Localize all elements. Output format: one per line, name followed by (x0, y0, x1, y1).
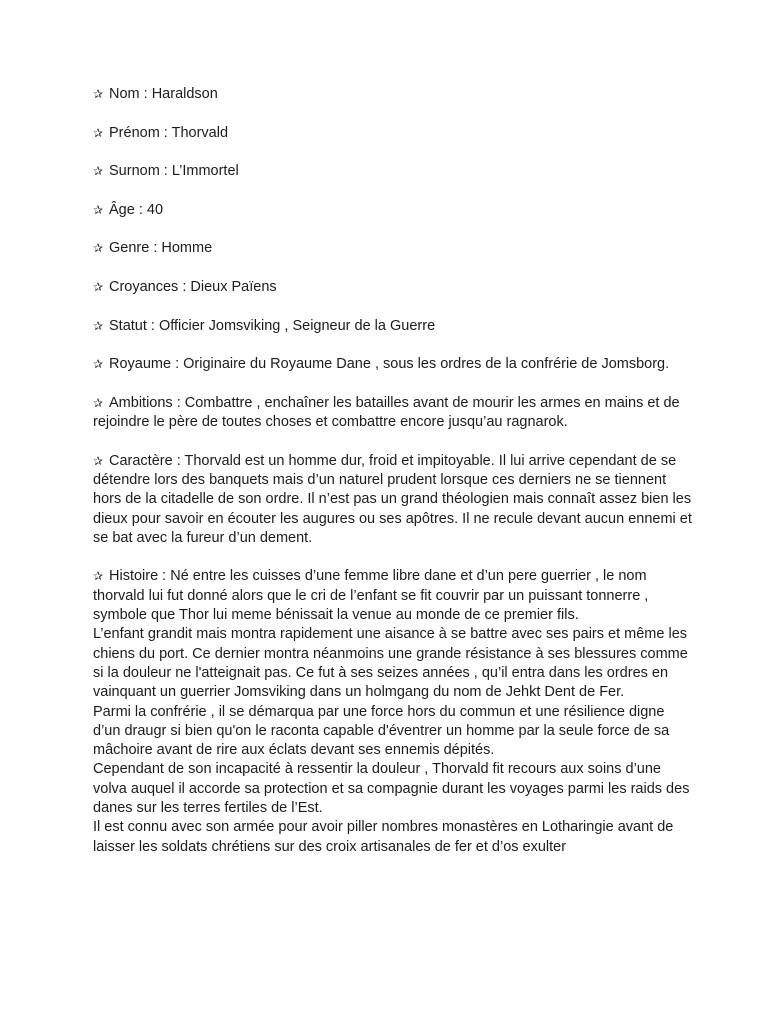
field-surnom-text: Surnom : L’Immortel (109, 163, 239, 180)
field-prenom-text: Prénom : Thorvald (109, 124, 229, 141)
field-genre-text: Genre : Homme (109, 240, 213, 257)
document-page (93, 85, 693, 857)
star-icon: ✰ (93, 125, 104, 140)
histoire-intro (93, 567, 693, 625)
field-royaume-text: Royaume : Originaire du Royaume Dane , sous les ordres de la confrérie de Jomsborg. (109, 356, 670, 373)
field-statut-text: Statut : Officier Jomsviking , Seigneur de la Guerre (109, 317, 436, 334)
histoire-paragraph-2: Parmi la confrérie , il se démarqua par une force hors du commun et une résilience digne d’un draugr si bien qu'on le raconta capable d'éventrer un homme par la seule force de sa mâchoire avant de rire aux éclats devant ses ennemis dépités. (93, 703, 670, 759)
star-icon: ✰ (93, 453, 104, 468)
field-caractere-text: Caractère : Thorvald est un homme dur, froid et impitoyable. Il lui arrive cependant de se détendre lors des banquets mais d’un naturel prudent lorsque ces derniers ne se tiennent hors de la citadelle de son ordre. Il n’est pas un grand théologien mais connaît assez bien les dieux pour savoir en écouter les augures ou ses apôtres. Il ne recule devant aucun ennemi et se bat avec la fureur d’un dement. (93, 452, 692, 546)
star-icon: ✰ (93, 87, 104, 101)
field-nom (93, 85, 693, 104)
star-icon: ✰ (93, 279, 104, 294)
field-prenom (93, 124, 693, 143)
star-icon: ✰ (93, 569, 104, 584)
star-icon: ✰ (93, 395, 104, 410)
histoire-paragraph-1: L’enfant grandit mais montra rapidement une aisance à se battre avec ses pairs et même les chiens du port. Ce dernier montra néanmoins une grande résistance à ses blessures comme si la douleur ne l'atteignait pas. Ce fut à ses seizes années , qu’il entra dans les ordres en vainquant un guerrier Jomsviking dans un holmgang du nom de Jehkt Dent de Fer. (93, 626, 688, 701)
field-croyances (93, 278, 693, 297)
field-ambitions (93, 394, 693, 433)
histoire-intro-text: Histoire : Né entre les cuisses d’une femme libre dane et d’un pere guerrier , le nom thorvald lui fut donné alors que le cri de l’enfant se fit couvrir par un puissant tonnerre , symbole que Thor lui meme bénissait la venue au monde de ce premier fils. (93, 568, 649, 624)
histoire-paragraph-4: Il est connu avec son armée pour avoir piller nombres monastères en Lotharingie avant de laisser les soldats chrétiens sur des croix artisanales de fer et d’os exulter (93, 819, 674, 855)
star-icon: ✰ (93, 202, 104, 217)
star-icon: ✰ (93, 318, 104, 333)
field-croyances-text: Croyances : Dieux Païens (109, 278, 277, 295)
histoire-paragraph-3: Cependant de son incapacité à ressentir la douleur , Thorvald fit recours aux soins d’une volva auquel il accorde sa protection et sa compagnie durant les voyages parmi les raids des danes sur les terres fertiles de l’Est. (93, 761, 690, 816)
star-icon: ✰ (93, 357, 104, 372)
field-nom-text: Nom : Haraldson (109, 86, 218, 102)
field-statut (93, 317, 693, 336)
field-age (93, 201, 693, 220)
field-caractere (93, 452, 693, 548)
field-ambitions-text: Ambitions : Combattre , enchaîner les batailles avant de mourir les armes en mains et de rejoindre le père de toutes choses et combattre encore jusqu’au ragnarok. (93, 394, 680, 431)
section-histoire (93, 567, 693, 856)
star-icon: ✰ (93, 164, 104, 179)
field-surnom (93, 162, 693, 181)
field-genre (93, 239, 693, 258)
field-age-text: Âge : 40 (109, 201, 164, 218)
star-icon: ✰ (93, 241, 104, 256)
field-royaume (93, 355, 693, 374)
